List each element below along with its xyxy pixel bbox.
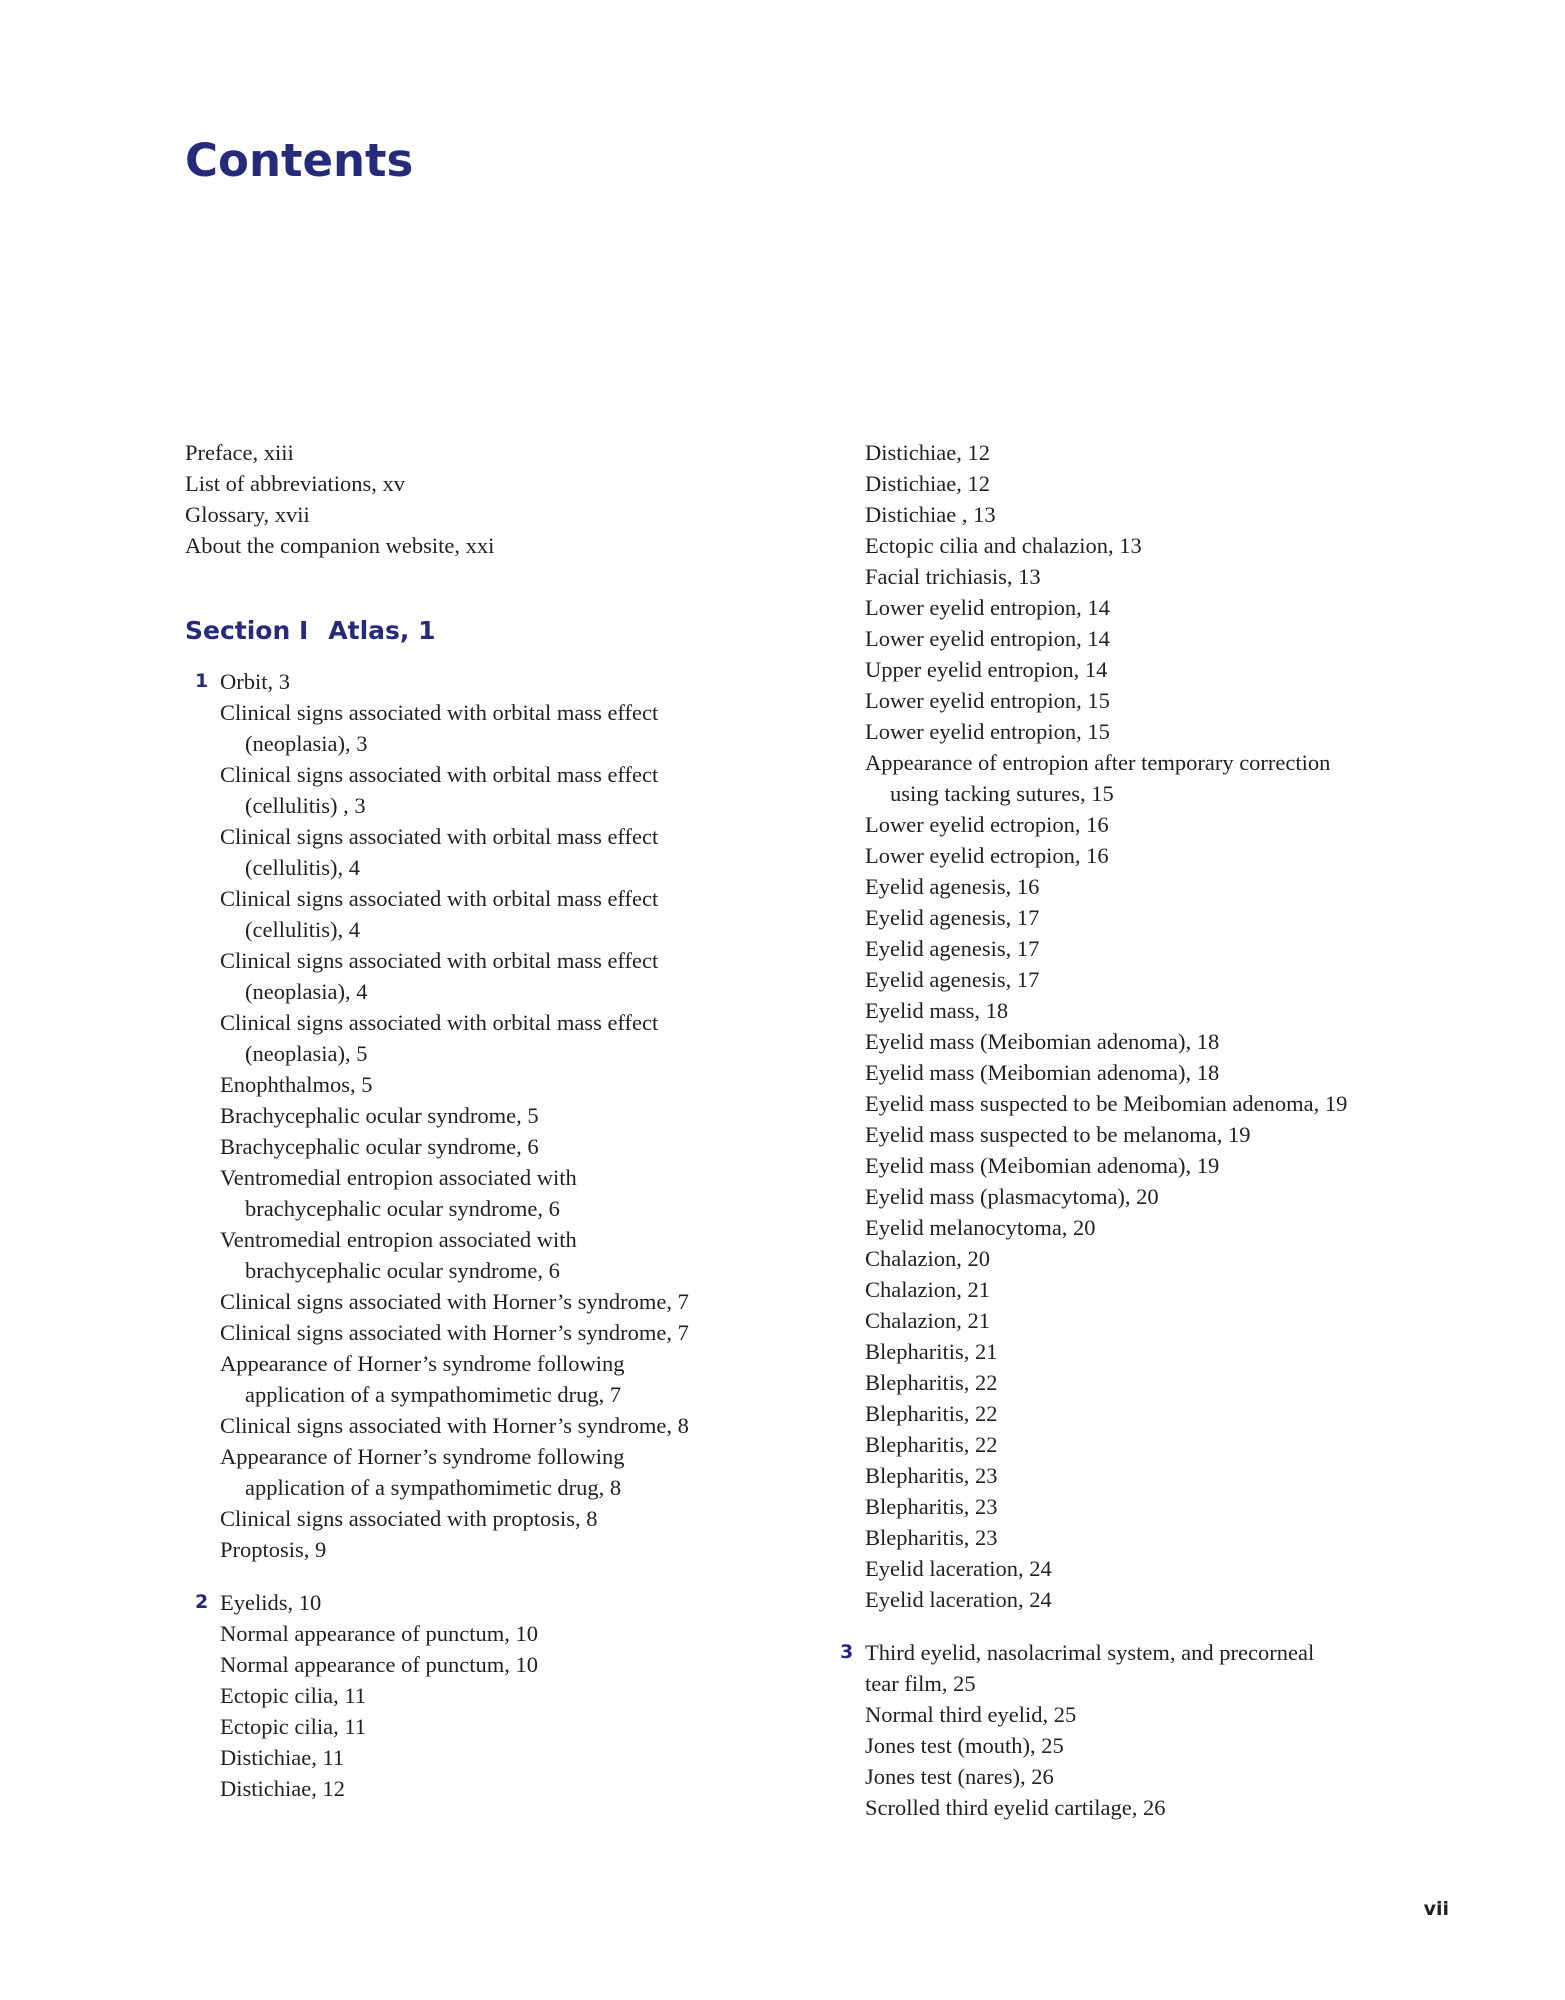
chapter-heading[interactable] <box>840 1637 1425 1699</box>
toc-entry[interactable] <box>865 1212 1425 1243</box>
toc-entry-text: Distichiae , 13 <box>865 502 996 527</box>
toc-entry-text: Upper eyelid entropion, 14 <box>865 657 1108 682</box>
toc-entry[interactable] <box>220 945 765 1007</box>
toc-entry[interactable] <box>220 1007 765 1069</box>
toc-entry-text: Normal third eyelid, 25 <box>865 1702 1077 1727</box>
toc-entry[interactable] <box>865 1119 1425 1150</box>
toc-entry[interactable] <box>865 1699 1425 1730</box>
toc-entry-text: Clinical signs associated with proptosis, 8 <box>220 1506 598 1531</box>
toc-entry-text: Eyelid mass (Meibomian adenoma), 19 <box>865 1153 1220 1178</box>
toc-entry-text: Facial trichiasis, 13 <box>865 564 1041 589</box>
toc-entry-text: Eyelid mass, 18 <box>865 998 1009 1023</box>
toc-entry-text: Brachycephalic ocular syndrome, 6 <box>220 1134 539 1159</box>
toc-entry-text: Proptosis, 9 <box>220 1537 327 1562</box>
chapter-2-entries-continued <box>865 437 1425 1615</box>
chapter-1-entries <box>220 697 765 1565</box>
toc-entry[interactable] <box>865 530 1425 561</box>
toc-entry-text: Clinical signs associated with orbital mass effect <box>220 824 659 849</box>
toc-entry[interactable] <box>865 809 1425 840</box>
chapter-number: 2 <box>195 1591 209 1613</box>
toc-right-column <box>840 437 1425 1823</box>
front-matter-list <box>185 437 765 561</box>
toc-entry-text: Distichiae, 12 <box>865 440 990 465</box>
toc-entry-text: Blepharitis, 22 <box>865 1370 998 1395</box>
toc-entry[interactable] <box>220 1773 765 1804</box>
toc-entry-text: Blepharitis, 23 <box>865 1494 998 1519</box>
toc-entry[interactable] <box>865 1243 1425 1274</box>
page-number: vii <box>1423 1898 1449 1920</box>
toc-entry[interactable]: List of abbreviations, xv <box>185 471 405 496</box>
toc-entry-text: Appearance of Horner’s syndrome following <box>220 1351 625 1376</box>
toc-entry-text: Lower eyelid entropion, 14 <box>865 626 1110 651</box>
toc-entry[interactable] <box>865 1367 1425 1398</box>
toc-entry[interactable] <box>865 1584 1425 1615</box>
toc-entry[interactable] <box>220 1069 765 1100</box>
chapter-title-cont: tear film, 25 <box>865 1671 976 1696</box>
toc-entry-text: Blepharitis, 22 <box>865 1432 998 1457</box>
toc-entry-text: Brachycephalic ocular syndrome, 5 <box>220 1103 539 1128</box>
toc-entry[interactable] <box>220 1224 765 1286</box>
toc-entry[interactable] <box>220 1711 765 1742</box>
toc-entry[interactable] <box>865 1761 1425 1792</box>
toc-entry-text: Chalazion, 21 <box>865 1277 990 1302</box>
chapter-title: Eyelids, 10 <box>220 1590 322 1615</box>
toc-entry-text: Eyelid mass suspected to be Meibomian adenoma, 19 <box>865 1091 1348 1116</box>
toc-left-column <box>185 437 765 1804</box>
chapter-number: 1 <box>195 670 209 692</box>
toc-entry[interactable] <box>865 1522 1425 1553</box>
toc-entry-text: Blepharitis, 23 <box>865 1463 998 1488</box>
toc-entry-text: Ectopic cilia and chalazion, 13 <box>865 533 1142 558</box>
toc-entry-text-cont: (cellulitis), 4 <box>245 855 360 880</box>
toc-entry[interactable] <box>865 499 1425 530</box>
toc-entry-text: Appearance of entropion after temporary correction <box>865 750 1331 775</box>
toc-entry-text: Eyelid mass (plasmacytoma), 20 <box>865 1184 1159 1209</box>
chapter-number: 3 <box>840 1641 854 1663</box>
chapter-1 <box>185 666 765 1565</box>
chapter-title: Third eyelid, nasolacrimal system, and precorneal <box>865 1640 1315 1665</box>
toc-entry[interactable] <box>220 1441 765 1503</box>
toc-entry-text: Eyelid mass suspected to be melanoma, 19 <box>865 1122 1251 1147</box>
toc-entry-text: Lower eyelid entropion, 15 <box>865 688 1110 713</box>
toc-entry-text: Chalazion, 20 <box>865 1246 990 1271</box>
toc-entry[interactable] <box>220 697 765 759</box>
toc-entry[interactable] <box>220 1100 765 1131</box>
toc-entry[interactable] <box>865 1730 1425 1761</box>
toc-entry-text: Ectopic cilia, 11 <box>220 1714 366 1739</box>
toc-entry[interactable] <box>865 716 1425 747</box>
toc-entry-text: Jones test (nares), 26 <box>865 1764 1054 1789</box>
toc-entry[interactable] <box>220 1742 765 1773</box>
chapter-2 <box>185 1587 765 1804</box>
toc-entry-text: Jones test (mouth), 25 <box>865 1733 1064 1758</box>
toc-entry[interactable] <box>865 840 1425 871</box>
toc-entry[interactable] <box>865 1150 1425 1181</box>
toc-entry[interactable] <box>220 1286 765 1317</box>
toc-entry-text: Enophthalmos, 5 <box>220 1072 373 1097</box>
toc-entry[interactable] <box>220 1317 765 1348</box>
toc-entry[interactable] <box>865 747 1425 809</box>
chapter-title: Orbit, 3 <box>220 669 290 694</box>
toc-entry-text: Distichiae, 11 <box>220 1745 345 1770</box>
toc-entry-text: Lower eyelid ectropion, 16 <box>865 843 1109 868</box>
section-label: Section I <box>185 616 309 645</box>
toc-entry-text: Eyelid agenesis, 16 <box>865 874 1040 899</box>
toc-entry-text: Scrolled third eyelid cartilage, 26 <box>865 1795 1166 1820</box>
toc-entry-text: Clinical signs associated with orbital mass effect <box>220 700 659 725</box>
toc-entry[interactable] <box>865 1429 1425 1460</box>
chapter-3-entries <box>865 1699 1425 1823</box>
toc-entry[interactable] <box>220 1131 765 1162</box>
toc-entry[interactable] <box>865 1491 1425 1522</box>
toc-entry-text-cont: brachycephalic ocular syndrome, 6 <box>245 1258 560 1283</box>
toc-entry[interactable] <box>220 1649 765 1680</box>
toc-entry-text-cont: (neoplasia), 5 <box>245 1041 368 1066</box>
chapter-heading[interactable] <box>195 1587 765 1618</box>
toc-entry[interactable] <box>865 902 1425 933</box>
toc-entry-text: Ventromedial entropion associated with <box>220 1165 577 1190</box>
toc-entry[interactable] <box>220 821 765 883</box>
toc-entry-text: Ectopic cilia, 11 <box>220 1683 366 1708</box>
toc-entry-text: Lower eyelid entropion, 14 <box>865 595 1110 620</box>
page-title: Contents <box>185 134 414 187</box>
toc-entry-text: Clinical signs associated with orbital mass effect <box>220 886 659 911</box>
toc-entry-text-cont: (cellulitis) , 3 <box>245 793 366 818</box>
toc-entry[interactable] <box>865 654 1425 685</box>
toc-entry-text: Clinical signs associated with Horner’s syndrome, 7 <box>220 1289 689 1314</box>
toc-entry-text: Distichiae, 12 <box>865 471 990 496</box>
toc-entry-text: Eyelid agenesis, 17 <box>865 905 1040 930</box>
toc-entry[interactable] <box>865 1792 1425 1823</box>
toc-entry-text: Eyelid laceration, 24 <box>865 1587 1052 1612</box>
toc-entry[interactable]: Glossary, xvii <box>185 502 310 527</box>
toc-entry-text: Normal appearance of punctum, 10 <box>220 1621 538 1646</box>
toc-entry-text: Ventromedial entropion associated with <box>220 1227 577 1252</box>
toc-entry-text: Blepharitis, 22 <box>865 1401 998 1426</box>
toc-entry[interactable]: About the companion website, xxi <box>185 533 495 558</box>
toc-entry[interactable] <box>220 1680 765 1711</box>
toc-entry-text: Eyelid agenesis, 17 <box>865 936 1040 961</box>
toc-entry-text-cont: application of a sympathomimetic drug, 8 <box>245 1475 622 1500</box>
chapter-2-entries <box>220 1618 765 1804</box>
toc-entry[interactable] <box>865 437 1425 468</box>
toc-entry[interactable] <box>220 759 765 821</box>
toc-entry-text: Eyelid melanocytoma, 20 <box>865 1215 1096 1240</box>
toc-entry-text: Clinical signs associated with orbital mass effect <box>220 948 659 973</box>
chapter-heading[interactable] <box>195 666 765 697</box>
toc-entry-text-cont: (neoplasia), 3 <box>245 731 368 756</box>
toc-entry[interactable] <box>220 1534 765 1565</box>
toc-entry[interactable] <box>220 1348 765 1410</box>
toc-entry[interactable]: Preface, xiii <box>185 440 294 465</box>
toc-entry[interactable] <box>865 592 1425 623</box>
toc-entry[interactable] <box>865 685 1425 716</box>
toc-entry[interactable] <box>865 933 1425 964</box>
toc-entry-text-cont: (cellulitis), 4 <box>245 917 360 942</box>
toc-entry-text: Eyelid laceration, 24 <box>865 1556 1052 1581</box>
toc-entry[interactable] <box>865 871 1425 902</box>
toc-entry[interactable] <box>865 1181 1425 1212</box>
toc-entry[interactable] <box>865 561 1425 592</box>
toc-entry[interactable] <box>865 1336 1425 1367</box>
chapter-3 <box>840 1637 1425 1823</box>
toc-entry[interactable] <box>865 1088 1425 1119</box>
section-heading[interactable] <box>185 616 765 646</box>
toc-entry[interactable] <box>865 468 1425 499</box>
toc-entry[interactable] <box>865 1460 1425 1491</box>
toc-entry-text: Clinical signs associated with Horner’s syndrome, 8 <box>220 1413 689 1438</box>
toc-entry-text-cont: using tacking sutures, 15 <box>890 781 1114 806</box>
toc-entry-text: Distichiae, 12 <box>220 1776 345 1801</box>
toc-entry-text-cont: (neoplasia), 4 <box>245 979 368 1004</box>
toc-entry-text: Chalazion, 21 <box>865 1308 990 1333</box>
toc-entry[interactable] <box>220 1503 765 1534</box>
toc-entry[interactable] <box>865 1274 1425 1305</box>
toc-entry[interactable] <box>865 1553 1425 1584</box>
toc-entry[interactable] <box>220 883 765 945</box>
toc-entry-text: Eyelid mass (Meibomian adenoma), 18 <box>865 1029 1220 1054</box>
toc-entry-text: Eyelid agenesis, 17 <box>865 967 1040 992</box>
toc-entry-text: Blepharitis, 23 <box>865 1525 998 1550</box>
toc-entry-text: Lower eyelid ectropion, 16 <box>865 812 1109 837</box>
toc-entry[interactable] <box>220 1410 765 1441</box>
toc-entry[interactable] <box>220 1162 765 1224</box>
toc-entry[interactable] <box>865 1305 1425 1336</box>
toc-entry-text: Lower eyelid entropion, 15 <box>865 719 1110 744</box>
section-title: Atlas, 1 <box>328 616 436 645</box>
toc-entry-text: Eyelid mass (Meibomian adenoma), 18 <box>865 1060 1220 1085</box>
toc-entry[interactable] <box>865 995 1425 1026</box>
toc-entry[interactable] <box>865 1057 1425 1088</box>
toc-entry[interactable] <box>865 623 1425 654</box>
toc-entry-text: Blepharitis, 21 <box>865 1339 998 1364</box>
toc-entry-text: Normal appearance of punctum, 10 <box>220 1652 538 1677</box>
toc-entry[interactable] <box>865 1398 1425 1429</box>
toc-entry[interactable] <box>865 964 1425 995</box>
toc-entry[interactable] <box>865 1026 1425 1057</box>
toc-entry-text: Clinical signs associated with orbital mass effect <box>220 1010 659 1035</box>
toc-entry-text-cont: application of a sympathomimetic drug, 7 <box>245 1382 622 1407</box>
toc-entry-text: Clinical signs associated with orbital mass effect <box>220 762 659 787</box>
toc-entry-text: Clinical signs associated with Horner’s syndrome, 7 <box>220 1320 689 1345</box>
toc-entry-text: Appearance of Horner’s syndrome following <box>220 1444 625 1469</box>
toc-entry[interactable] <box>220 1618 765 1649</box>
toc-entry-text-cont: brachycephalic ocular syndrome, 6 <box>245 1196 560 1221</box>
